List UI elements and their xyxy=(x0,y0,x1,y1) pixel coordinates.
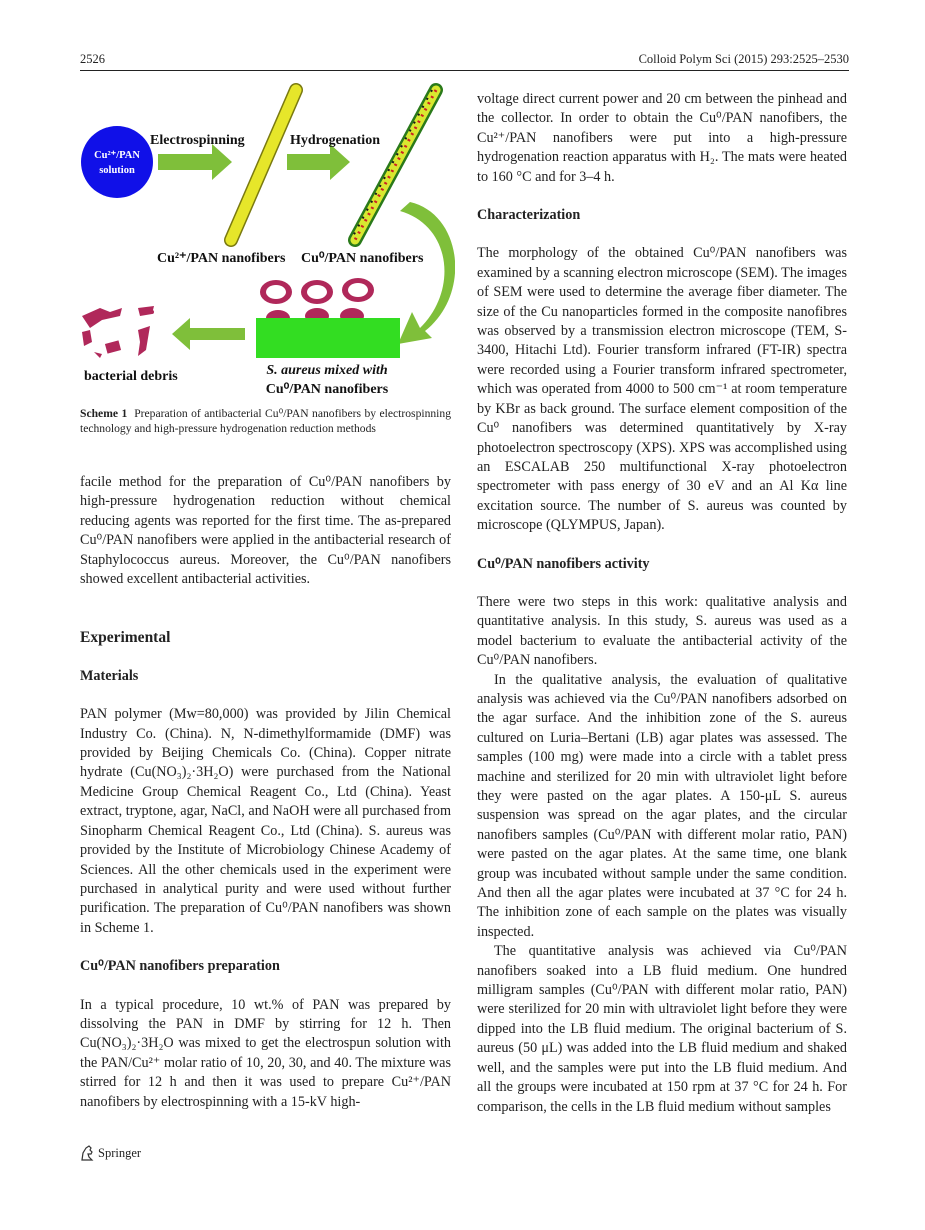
cu2-nanofiber xyxy=(231,90,296,240)
solution-label xyxy=(92,148,142,178)
scheme-drawing xyxy=(80,76,455,406)
running-header xyxy=(80,52,849,70)
activity-heading: Cu⁰/PAN nanofibers activity xyxy=(477,555,650,572)
bacterial-debris-label: bacterial debris xyxy=(84,369,178,384)
publisher-name: Springer xyxy=(98,1145,142,1160)
curved-arrow-icon xyxy=(398,202,455,344)
experimental-heading: Experimental xyxy=(80,629,171,647)
right-column xyxy=(477,90,847,1117)
materials-heading: Materials xyxy=(80,667,139,684)
scheme-caption xyxy=(80,406,451,436)
footer xyxy=(80,1145,141,1161)
header-rule xyxy=(80,70,849,71)
bacteria-mixed-icon xyxy=(256,278,400,358)
solution-label-line2: solution xyxy=(99,165,135,176)
activity-paragraph-1: There were two steps in this work: qualitative analysis and quantitative analysis. In this study, S. aureus was used as a model bacterium to evaluate the antibacterial activity of the Cu⁰/PAN nanofibers. xyxy=(477,593,847,669)
activity-paragraph-3: The quantitative analysis was achieved via Cu⁰/PAN nanofibers soaked into a LB fluid medium. One hundred milligram samples (Cu⁰/PAN with different molar ratio, PAN) were sterilized for 20 min with ultraviolet light before they were dipped into the LB fluid medium. The original bacterium of S. aureus (50 μL) was added into the LB fluid medium and shaked well, and the samples were put into the LB fluid medium. And all the groups were incubated at 150 rpm at 37 °C for 24 h. For comparison, the cells in the LB fluid medium without samples xyxy=(477,943,847,1115)
preparation-paragraph: In a typical procedure, 10 wt.% of PAN was prepared by dissolving the PAN in DMF by stirring for 12 h. Then Cu(NO₃)₂·3H₂O was mixed to get the electrospun solution with the PAN/Cu²⁺ molar ratio of 10, 20, 30, and 40. The mixture was stirred for 12 h and then it was used to prepare Cu²⁺/PAN nanofibers by electrospinning with a 15-kV high- xyxy=(80,996,451,1110)
page-number: 2526 xyxy=(80,52,105,66)
bacterial-debris-icon xyxy=(82,306,154,358)
characterization-heading: Characterization xyxy=(477,207,581,224)
journal-citation: Colloid Polym Sci (2015) 293:2525–2530 xyxy=(638,52,849,66)
intro-paragraph: facile method for the preparation of Cu⁰/PAN nanofibers by high-pressure hydrogenation reduction without chemical reducing agents was reported for the first time. The as-prepared Cu⁰/PAN nanofibers were applied in the antibacterial research of Staphylococcus aureus. Moreover, the Cu⁰/PAN nanofibers showed excellent antibacterial activities. xyxy=(80,474,451,588)
caption-text: Preparation of antibacterial Cu⁰/PAN nanofibers by electrospinning technology and high-pressure hydrogenation reduction methods xyxy=(80,407,451,435)
scheme-figure xyxy=(80,76,455,406)
springer-knight-icon xyxy=(80,1145,94,1161)
materials-paragraph: PAN polymer (Mw=80,000) was provided by Jilin Chemical Industry Co. (China). N, N-dimethylformamide (DMF) was provided by Beijing Chemicals Co. (China). Copper nitrate hydrate (Cu(NO₃)₂·3H₂O) were purchased from the National Medicine Group Chemical Reagent Co., Ltd (China). Yeast extract, tryptone, agar, NaCl, and NaOH were all purchased from Sinopharm Chemical Reagent Co., Ltd (China). S. aureus was provided by the Institute of Microbiology Chinese Academy of Sciences. All the other chemicals used in the experiment were purchased in analytical purity and were used without further purification. The preparation of Cu⁰/PAN nanofibers was shown in Scheme 1. xyxy=(80,706,451,936)
mixed-label-line1: S. aureus mixed with xyxy=(266,363,388,378)
mixed-label-line2: Cu⁰/PAN nanofibers xyxy=(265,382,389,397)
prep-continued-paragraph: voltage direct current power and 20 cm between the pinhead and the collector. In order to obtain the Cu⁰/PAN nanofibers, the Cu²⁺/PAN nanofibers were put into a high-pressure hydrogenation reaction apparatus with H₂. The mats were heated to 160 °C and for 3–4 h. xyxy=(477,91,847,185)
preparation-heading: Cu⁰/PAN nanofibers preparation xyxy=(80,958,280,975)
electrospinning-label: Electrospinning xyxy=(150,133,245,148)
caption-label: Scheme 1 xyxy=(80,407,128,420)
characterization-paragraph: The morphology of the obtained Cu⁰/PAN nanofibers was examined by a scanning electron microscope (SEM). The images of SEM were used to determine the average fiber diameter. The size of the Cu nanoparticles formed in the composite nanofibres was observed by a transmission electron microscope (TEM, S-3400, Hitachi Ltd). Fourier transform infrared (FT-IR) spectra were recorded using a Fourier transform infrared spectrometer, which was operated from 4000 to 500 cm⁻¹ at room temperature by KBr as back ground. The surface element composition of the Cu⁰ nanofibers was determined quantitatively by X-ray photoelectron spectroscopy (XPS). XPS was accomplished using an ESCALAB 250 multifunctional X-ray photoelectron spectrometer with pass energy of 30 eV and an Al Kα line excitation source. The number of S. aureus was counted by microscope (QLYMPUS, Japan). xyxy=(477,245,847,534)
cu0-nanofibers-label: Cu⁰/PAN nanofibers xyxy=(301,251,424,266)
activity-paragraph-2: In the qualitative analysis, the evaluation of qualitative analysis was achieved via the Cu⁰/PAN nanofibers adsorbed on the agar surface. And the inhibition zone of the S. aureus cultured on Luria–Bertani (LB) agar plates was assessed. The samples (100 mg) were made into a circle with a tablet press machine and sterilized for 20 min with ultraviolet light before they were pasted on the agar plates. A 150-μL S. aureus suspension was spread on the agar plates, and the circular nanofibers samples (Cu⁰/PAN with different molar ratio, PAN) were pasted on the agar plates. At the same time, one blank group was incubated without sample under the same condition. And then all the agar plates were incubated at 37 °C for 24 h. The inhibition zone of each sample on the plates was visually inspected. xyxy=(477,671,847,940)
cu2-nanofibers-label: Cu²⁺/PAN nanofibers xyxy=(157,251,286,266)
left-column xyxy=(80,473,451,1112)
solution-label-line1: Cu²⁺/PAN xyxy=(94,150,140,161)
arrow-right-icon xyxy=(158,144,232,180)
arrow-left-icon xyxy=(172,318,245,350)
arrow-right-icon xyxy=(287,144,350,180)
hydrogenation-label: Hydrogenation xyxy=(290,133,380,148)
mixed-label xyxy=(257,361,397,399)
